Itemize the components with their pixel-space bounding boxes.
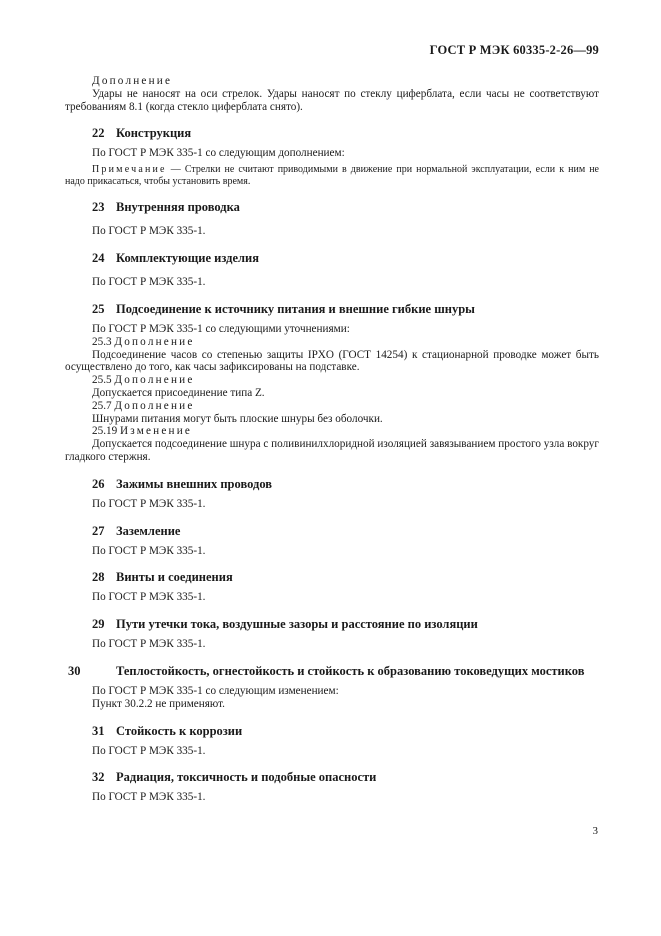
section-26-heading: 26 Зажимы внешних проводов — [92, 476, 273, 491]
clause-25-19-text: Допускается подсоединение шнура с поливинилхлоридной изоляцией завязыванием простого узла вокруг гладкого стержня. — [65, 438, 599, 463]
section-22-note: Примечание — Стрелки не считают приводимыми в движение при нормальной эксплуатации, если к ним не надо прикасаться, чтобы установить время. — [65, 164, 599, 187]
section-22-text: По ГОСТ Р МЭК 335-1 со следующим дополнением: — [92, 147, 345, 160]
section-32-text: По ГОСТ Р МЭК 335-1. — [92, 791, 206, 804]
section-24-text: По ГОСТ Р МЭК 335-1. — [92, 276, 206, 289]
clause-25-7-label: 25.7 Дополнение — [92, 399, 195, 412]
section-28-heading: 28 Винты и соединения — [92, 570, 233, 585]
section-26-text: По ГОСТ Р МЭК 335-1. — [92, 497, 206, 510]
clause-25-3-label: 25.3 Дополнение — [92, 335, 195, 348]
clause-25-19-label: 25.19 Изменение — [92, 425, 193, 438]
section-30-text-2: Пункт 30.2.2 не применяют. — [92, 697, 225, 710]
page-number: 3 — [592, 825, 598, 837]
section-27-text: По ГОСТ Р МЭК 335-1. — [92, 544, 206, 557]
section-30-heading: 30 Теплостойкость, огнестойкость и стойкость к образованию токоведущих мостиков — [68, 663, 585, 678]
section-27-heading: 27 Заземление — [92, 523, 181, 538]
clause-25-5-text: Допускается присоединение типа Z. — [92, 386, 265, 399]
page-content — [65, 75, 599, 804]
section-30-text: По ГОСТ Р МЭК 335-1 со следующим изменением: — [92, 684, 339, 697]
intro-label: Дополнение — [92, 75, 173, 87]
section-22-heading: 22 Конструкция — [92, 126, 192, 141]
section-25-heading: 25 Подсоединение к источнику питания и внешние гибкие шнуры — [92, 301, 475, 316]
section-31-heading: 31 Стойкость к коррозии — [92, 723, 243, 738]
section-29-heading: 29 Пути утечки тока, воздушные зазоры и расстояние по изоляции — [92, 617, 478, 632]
section-23-text: По ГОСТ Р МЭК 335-1. — [92, 225, 206, 238]
section-31-text: По ГОСТ Р МЭК 335-1. — [92, 744, 206, 757]
clause-25-3-text: Подсоединение часов со степенью защиты IPXO (ГОСТ 14254) к стационарной проводке может быть осуществлено до того, как часы зафиксированы на подставке. — [65, 348, 599, 374]
section-32-heading: 32 Радиация, токсичность и подобные опасности — [92, 770, 377, 785]
section-28-text: По ГОСТ Р МЭК 335-1. — [92, 591, 206, 604]
intro-text: Удары не наносят на оси стрелок. Удары наносят по стеклу циферблата, если часы не соответствуют требованиям 8.1 (когда стекло циферблата снято). — [65, 87, 599, 113]
section-23-heading: 23 Внутренняя проводка — [92, 200, 240, 215]
clause-25-7-text: Шнурами питания могут быть плоские шнуры без оболочки. — [92, 412, 383, 425]
clause-25-5-label: 25.5 Дополнение — [92, 374, 195, 387]
section-25-text: По ГОСТ Р МЭК 335-1 со следующими уточнениями: — [92, 322, 350, 335]
document-header: ГОСТ Р МЭК 60335-2-26—99 — [429, 43, 599, 57]
section-24-heading: 24 Комплектующие изделия — [92, 251, 259, 266]
section-29-text: По ГОСТ Р МЭК 335-1. — [92, 638, 206, 651]
